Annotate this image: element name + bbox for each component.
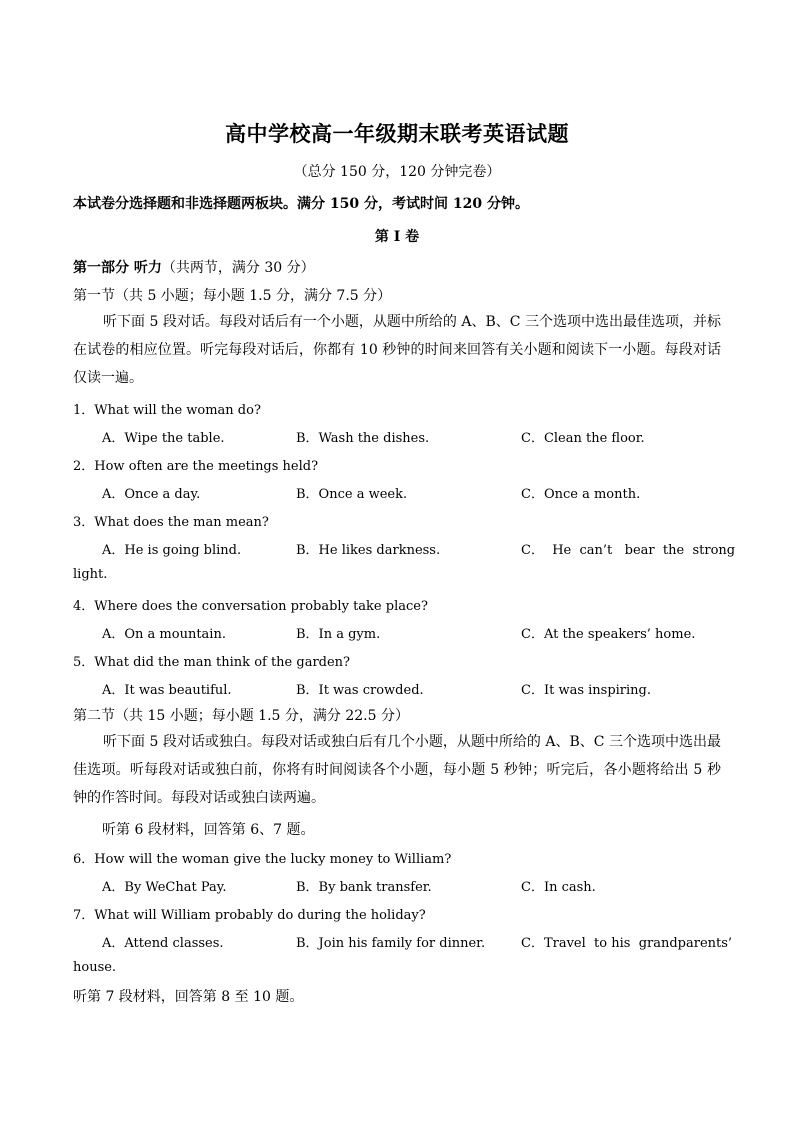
q3-option-c: C． He can’t bear the strong <box>521 543 736 558</box>
q3-option-c-continued: light. <box>73 567 108 582</box>
q1-option-c: C．Clean the floor. <box>521 431 645 446</box>
q7-option-a: A．Attend classes. <box>102 936 224 951</box>
q1-option-a: A．Wipe the table. <box>102 431 225 446</box>
section1-instructions: 听下面 5 段对话。每段对话后有一个小题，从题中所给的 A、B、C 三个选项中选出最佳选项，并标在试卷的相应位置。听完每段对话后，你都有 10 秒钟的时间来回答有关小题和阅读下一小题。每段对话仅读一遍。 <box>73 314 721 386</box>
q5-option-b: B．It was crowded. <box>296 683 424 698</box>
q1-option-b: B．Wash the dishes. <box>296 431 430 446</box>
material-7-note: 听第 7 段材料，回答第 8 至 10 题。 <box>73 989 304 1005</box>
q4-option-c: C．At the speakers’ home. <box>521 627 696 642</box>
q5-option-a: A．It was beautiful. <box>102 683 232 698</box>
q6-option-b: B．By bank transfer. <box>296 880 432 895</box>
exam-subtitle: （总分 150 分，120 分钟完卷） <box>293 164 501 180</box>
question-7: 7．What will William probably do during the holiday? <box>73 908 426 923</box>
question-3: 3．What does the man mean? <box>73 515 269 530</box>
question-4: 4．Where does the conversation probably take place? <box>73 599 428 614</box>
page-title: 高中学校高一年级期末联考英语试题 <box>225 121 569 146</box>
q2-option-a: A．Once a day. <box>102 487 201 502</box>
question-1: 1．What will the woman do? <box>73 403 261 418</box>
question-6: 6．How will the woman give the lucky money to William? <box>73 852 452 867</box>
q3-option-a: A．He is going blind. <box>102 543 242 558</box>
q3-option-b: B．He likes darkness. <box>296 543 441 558</box>
q7-option-c: C．Travel to his grandparents’ <box>521 936 733 951</box>
exam-notice: 本试卷分选择题和非选择题两板块。满分 150 分，考试时间 120 分钟。 <box>73 196 529 212</box>
q4-option-b: B．In a gym. <box>296 627 381 642</box>
question-5: 5．What did the man think of the garden? <box>73 655 351 670</box>
q7-option-c-continued: house. <box>73 960 117 975</box>
q4-option-a: A．On a mountain. <box>102 627 226 642</box>
q2-option-c: C．Once a month. <box>521 487 641 502</box>
q6-option-c: C．In cash. <box>521 880 596 895</box>
q6-option-a: A．By WeChat Pay. <box>102 880 227 895</box>
part1-heading <box>73 257 315 277</box>
q7-option-b: B．Join his family for dinner. <box>296 936 486 951</box>
section1-heading: 第一节（共 5 小题；每小题 1.5 分，满分 7.5 分） <box>73 288 392 304</box>
part1-heading-bold: 第一部分 听力 <box>73 260 162 276</box>
q2-option-b: B．Once a week. <box>296 487 408 502</box>
section2-heading: 第二节（共 15 小题；每小题 1.5 分，满分 22.5 分） <box>73 708 409 724</box>
section2-instructions: 听下面 5 段对话或独白。每段对话或独白后有几个小题，从题中所给的 A、B、C 三个选项中选出最佳选项。听每段对话或独白前，你将有时间阅读各个小题，每小题 5 秒钟；听完后，各小题将给出 5 秒钟的作答时间。每段对话或独白读两遍。 <box>73 734 721 806</box>
volume-heading: 第 I 卷 <box>374 229 420 245</box>
question-2: 2．How often are the meetings held? <box>73 459 319 474</box>
part1-heading-rest: （共两节，满分 30 分） <box>161 260 315 276</box>
q5-option-c: C．It was inspiring. <box>521 683 652 698</box>
material-6-note: 听第 6 段材料，回答第 6、7 题。 <box>102 822 315 838</box>
